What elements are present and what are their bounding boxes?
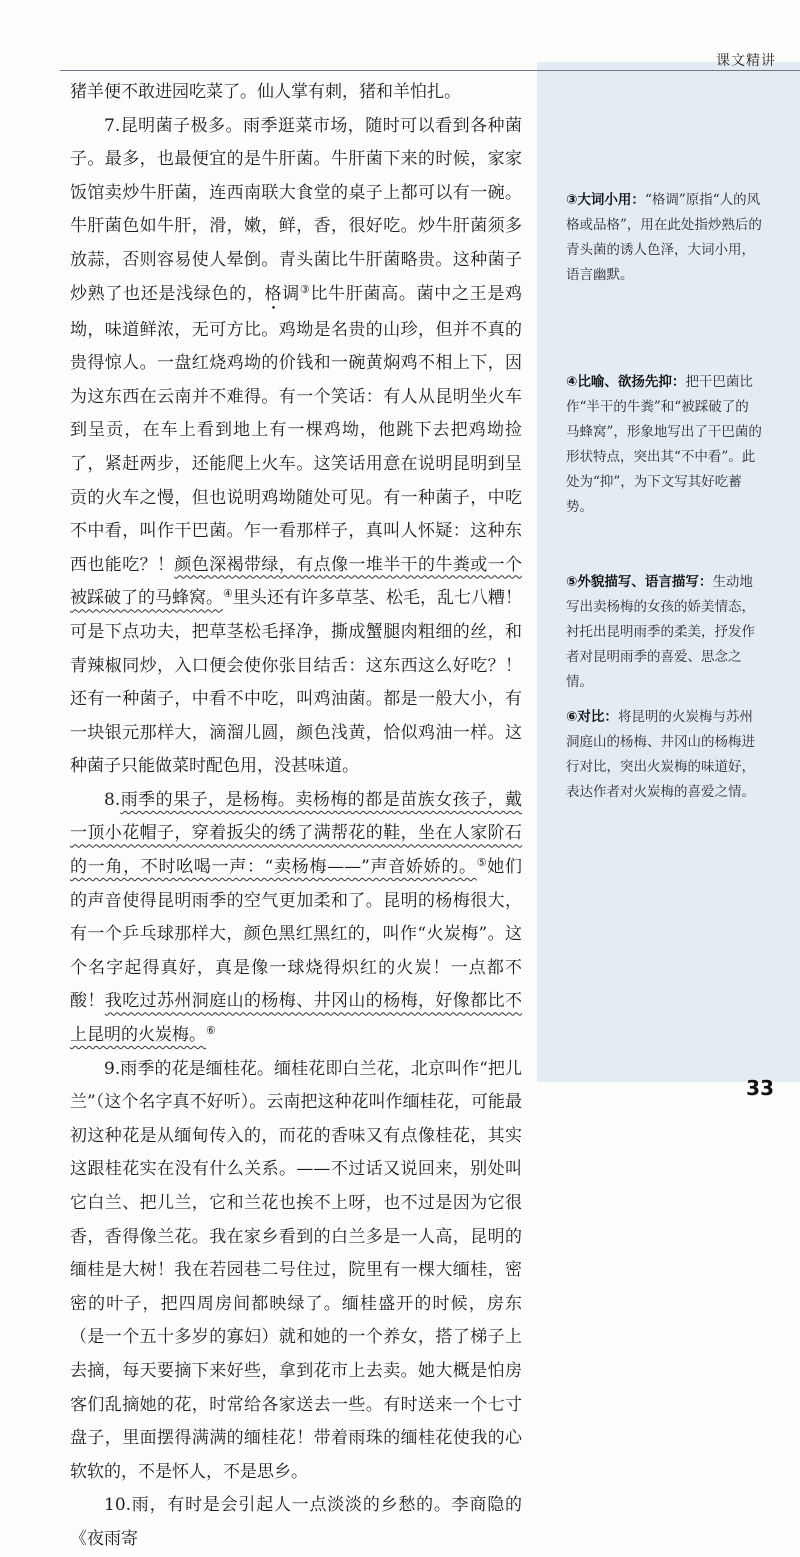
annotation-3-title: ③大词小用： [566, 192, 645, 208]
annotation-5-title: ⑤外貌描写、语言描写： [566, 574, 713, 590]
p7-text-c: 里头还有许多草茎、松毛，乱七八糟！可是下点功夫，把草茎松毛择净，撕成蟹腿肉粗细的丝，和青辣椒同炒，入口便会使你张目结舌：这东西这么好吃？！还有一种菌子，中看不中吃，叫鸡油菌。都是一般大小，有一块银元那样大，滴溜儿圆，颜色浅黄，恰似鸡油一样。这种菌子只能做菜时配色用，没甚味道。 [70, 588, 522, 777]
annotation-3-body: “格调”原指“人的风格或品格”，用在此处指炒熟后的青头菌的诱人色泽，大词小用，语言幽默。 [566, 192, 762, 283]
keyword-ge: 格 [264, 283, 283, 304]
paragraph-10: 10.雨，有时是会引起人一点淡淡的乡愁的。李商隐的《夜雨寄 [70, 1495, 522, 1549]
p8-highlight-1: 雨季的果子，是杨梅。卖杨梅的都是苗族女孩子，戴一顶小花帽子，穿着扳尖的绣了满帮花的鞋，坐在人家阶石的一角，不时吆喝一声：“卖杨梅——”声音娇娇的。 [70, 789, 522, 878]
p7-highlight: 颜色深褐带绿，有点像一堆半干的牛粪或一个被踩破了的马蜂窝。 [70, 554, 523, 609]
p7-text-a: 7.昆明菌子极多。雨季逛菜市场，随时可以看到各种菌子。最多，也最便宜的是牛肝菌。牛肝菌下来的时候，家家饭馆卖炒牛肝菌，连西南联大食堂的桌子上都可以有一碗。牛肝菌色如牛肝，滑，嫩，鲜，香，很好吃。炒牛肝菌须多放蒜，否则容易使人晕倒。青头菌比牛肝菌略贵。这种菌子炒熟了也还是浅绿色的， [70, 115, 522, 304]
annotation-6 [566, 705, 762, 805]
note-marker-4: ④ [223, 587, 233, 601]
page-number: 33 [746, 1076, 774, 1100]
p8-number: 8. [104, 789, 121, 810]
annotation-6-title: ⑥对比： [566, 709, 618, 725]
p8-highlight-2: 我吃过苏州洞庭山的杨梅、井冈山的杨梅，好像都比不上昆明的火炭梅。 [70, 991, 523, 1046]
keyword-diao: 调 [282, 283, 300, 304]
annotation-4-body: 把干巴菌比作“半干的牛粪”和“被踩破了的马蜂窝”，形象地写出了干巴菌的形状特点，突出其“不中看”。此处为“抑”，为下文写其好吃蓄势。 [566, 374, 762, 515]
section-header: 课文精讲 [716, 53, 776, 69]
paragraph-9: 9.雨季的花是缅桂花。缅桂花即白兰花，北京叫作“把儿兰”（这个名字真不好听）。云南把这种花叫作缅桂花，可能最初这种花是从缅甸传入的，而花的香味又有点像桂花，其实这跟桂花实在没有什么关系。——不过话又说回来，别处叫它白兰、把儿兰，它和兰花也挨不上呀，也不过是因为它很香，香得像兰花。我在家乡看到的白兰多是一人高，昆明的缅桂是大树！我在若园巷二号住过，院里有一棵大缅桂，密密的叶子，把四周房间都映绿了。缅桂盛开的时候，房东（是一个五十多岁的寡妇）就和她的一个养女，搭了梯子上去摘，每天要摘下来好些，拿到花市上去卖。她大概是怕房客们乱摘她的花，时常给各家送去一些。有时送来一个七寸盘子，里面摆得满满的缅桂花！带着雨珠的缅桂花使我的心软软的，不是怀人，不是思乡。 [70, 1058, 522, 1482]
note-marker-3: ③ [299, 282, 311, 296]
paragraph-8 [70, 784, 522, 1053]
annotation-4-title: ④比喻、欲扬先抑： [566, 374, 686, 390]
p7-text-b: 比牛肝菌高。菌中之王是鸡坳，味道鲜浓，无可方比。鸡坳是名贵的山珍，但并不真的贵得惊人。一盘红烧鸡坳的价钱和一碗黄焖鸡不相上下，因为这东西在云南并不难得。有一个笑话：有人从昆明坐火车到呈贡，在车上看到地上有一棵鸡坳，他跳下去把鸡坳捡了，紧赶两步，还能爬上火车。这笑话用意在说明昆明到呈贡的火车之慢，但也说明鸡坳随处可见。有一种菌子，中吃不中看，叫作干巴菌。乍一看那样子，真叫人怀疑：这种东西也能吃？！ [70, 283, 523, 575]
p8-text-b: 她们的声音使得昆明雨季的空气更加柔和了。昆明的杨梅很大，有一个乒乓球那样大，颜色黑红黑红的，叫作“火炭梅”。这个名字起得真好，真是像一球烧得炽红的火炭！一点都不酸！ [70, 857, 522, 1012]
annotation-3 [566, 188, 762, 288]
paragraph-7 [70, 110, 522, 784]
note-marker-5: ⑤ [476, 856, 488, 870]
note-marker-6: ⑥ [206, 1024, 216, 1038]
header-divider [60, 70, 800, 71]
annotation-6-body: 将昆明的火炭梅与苏州洞庭山的杨梅、井冈山的杨梅进行对比，突出火炭梅的味道好，表达作者对火炭梅的喜爱之情。 [566, 709, 755, 800]
main-text [70, 76, 522, 1557]
paragraph-6-end: 猪羊便不敢进园吃菜了。仙人掌有刺，猪和羊怕扎。 [70, 82, 461, 102]
annotation-5-body: 生动地写出卖杨梅的女孩的娇美情态，衬托出昆明雨季的柔美，抒发作者对昆明雨季的喜爱、思念之情。 [566, 574, 755, 690]
annotation-5 [566, 570, 762, 695]
annotation-4 [566, 370, 762, 520]
